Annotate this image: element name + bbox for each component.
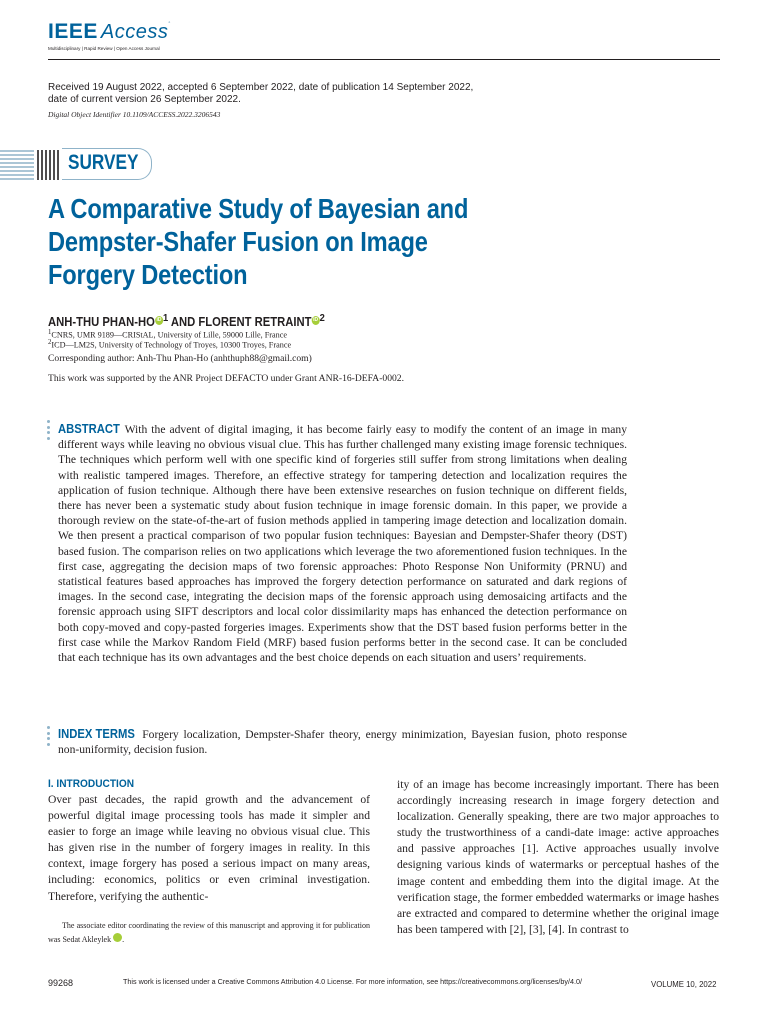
journal-tagline: Multidisciplinary | Rapid Review | Open Access Journal — [48, 46, 160, 51]
corresponding-author: Corresponding author: Anh-Thu Phan-Ho (anhthuph88@gmail.com) — [48, 353, 312, 364]
index-terms-label: INDEX TERMS — [58, 727, 135, 741]
section-heading: I. INTRODUCTION — [48, 778, 135, 790]
author-name: FLORENT RETRAINT — [198, 315, 312, 330]
affiliation: $^1$CNRS, UMR 9189—CRIStAL, University of Lille, 59000 Lille, France — [48, 329, 288, 340]
ieee-access-logo: IEEE Access◦ — [48, 20, 171, 43]
header-rule — [48, 59, 720, 60]
orcid-icon[interactable]: iD — [156, 317, 162, 323]
funding-note: This work was supported by the ANR Project DEFACTO under Grant ANR-16-DEFA-0002. — [48, 373, 404, 384]
article-type-label: SURVEY — [68, 151, 139, 174]
body-column-left: Over past decades, the rapid growth and the advancement of powerful digital image processing tools has made it simpler and easier to forge an image while leaving no obvious visual clue. This has given rise in the number of forgery images in reality. In this context, image forgery has posed a serious impact on many areas, including: economics, politics or even criminal investigation. Therefore, verifying the authentic- — [48, 793, 370, 903]
volume-label: VOLUME 10, 2022 — [651, 980, 717, 989]
abstract-label: ABSTRACT — [58, 422, 120, 436]
author-line: ANH-THU PHAN-HO iD $^1$ AND FLORENT RETRAINT iD $^2$ — [48, 313, 325, 330]
orcid-icon[interactable]: iD — [313, 317, 319, 323]
page-number: 99268 — [48, 978, 74, 988]
body-column-right: ity of an image has become increasingly important. There has been accordingly increasing research in image forgery detection and localization. Generally speaking, there are two major approaches to study the trustworthiness of a candi-date image: active approaches and passive approaches [1]. Active approaches usually involve designing various kinds of watermarks or perceptual hashes of the image content and embedding them into the digital image. At the verification stage, the former embedded watermarks or image hashes are extracted and compared to determine whether the original image has been tampered with [2], [3], [4]. In contrast to — [397, 778, 719, 936]
orcid-icon[interactable]: iD — [113, 933, 122, 942]
abstract: ABSTRACT With the advent of digital imaging, it has become fairly easy to modify the content of an image in many different ways while leaving no obvious visual clue. This has further challenged many existing image forensic techniques. The techniques which perform well with one specific kind of forgeries still suffer from strong limitations when dealing with realistic tampered images. Therefore, an effective strategy for tampering detection and localization requires the application of fusion technique. Although there have been extensive researches on fusion technique on different fields, there has never been a systematic study about fusion technique in image forensic domain. In this paper, we provide a thorough review on the state-of-the-art of fusion methods applied in tampering image detection and localization domain. We then present a practical comparison of two popular fusion techniques: Bayesian and Dempster-Shafer theory (DST) based fusion. The comparison relies on two applications which leverage the two aforementioned fusion techniques. In the first case, aggregating the decision maps of two forensic approaches: Photo Response Non Uniformity (PRNU) and statistical features based approaches has improved the forgery detection performance on saturated and dark regions of images. In the second case, integrating the decision maps of the forensic approach using demosaicing artifacts and the forensic approach using SIFT descriptors and local color dissimilarity maps has enhanced the detection performance on both copy-moved and copy-pasted forgeries images. Experiments show that the DST based fusion performs better in the first case while the Markov Random Field (MRF) based fusion performs better in the second case. It can be concluded that each technique has its own advantages and the best choice depends on each situation and users’ requirements. — [58, 422, 627, 665]
author-conjunction: AND — [170, 315, 196, 330]
survey-stripes-icon — [0, 148, 64, 182]
index-terms: INDEX TERMS Forgery localization, Dempster-Shafer theory, energy minimization, Bayesian fusion, photo response non-uniformity, decision fusion. — [58, 727, 627, 757]
abstract-dots-icon — [47, 420, 51, 442]
paper-title: A Comparative Study of Bayesian and Dempster-Shafer Fusion on Image Forgery Detection — [48, 193, 469, 290]
editor-footnote: The associate editor coordinating the review of this manuscript and approving it for publication was Sedat Akleylek iD. — [48, 921, 370, 944]
index-terms-dots-icon — [47, 726, 51, 748]
doi-line: Digital Object Identifier 10.1109/ACCESS.2022.3206543 — [48, 110, 221, 119]
logo-mark-icon: ◦ — [168, 20, 171, 26]
license-note: This work is licensed under a Creative Commons Attribution 4.0 License. For more information, see https://creativecommons.org/licenses/by/4.0/ — [123, 977, 583, 986]
affiliation: $^2$ICD—LM2S, University of Technology of Troyes, 10300 Troyes, France — [48, 339, 292, 350]
publication-dates: Received 19 August 2022, accepted 6 September 2022, date of publication 14 September 2022, date of current version 26 September 2022. — [48, 82, 474, 105]
author-name: ANH-THU PHAN-HO — [48, 315, 155, 330]
